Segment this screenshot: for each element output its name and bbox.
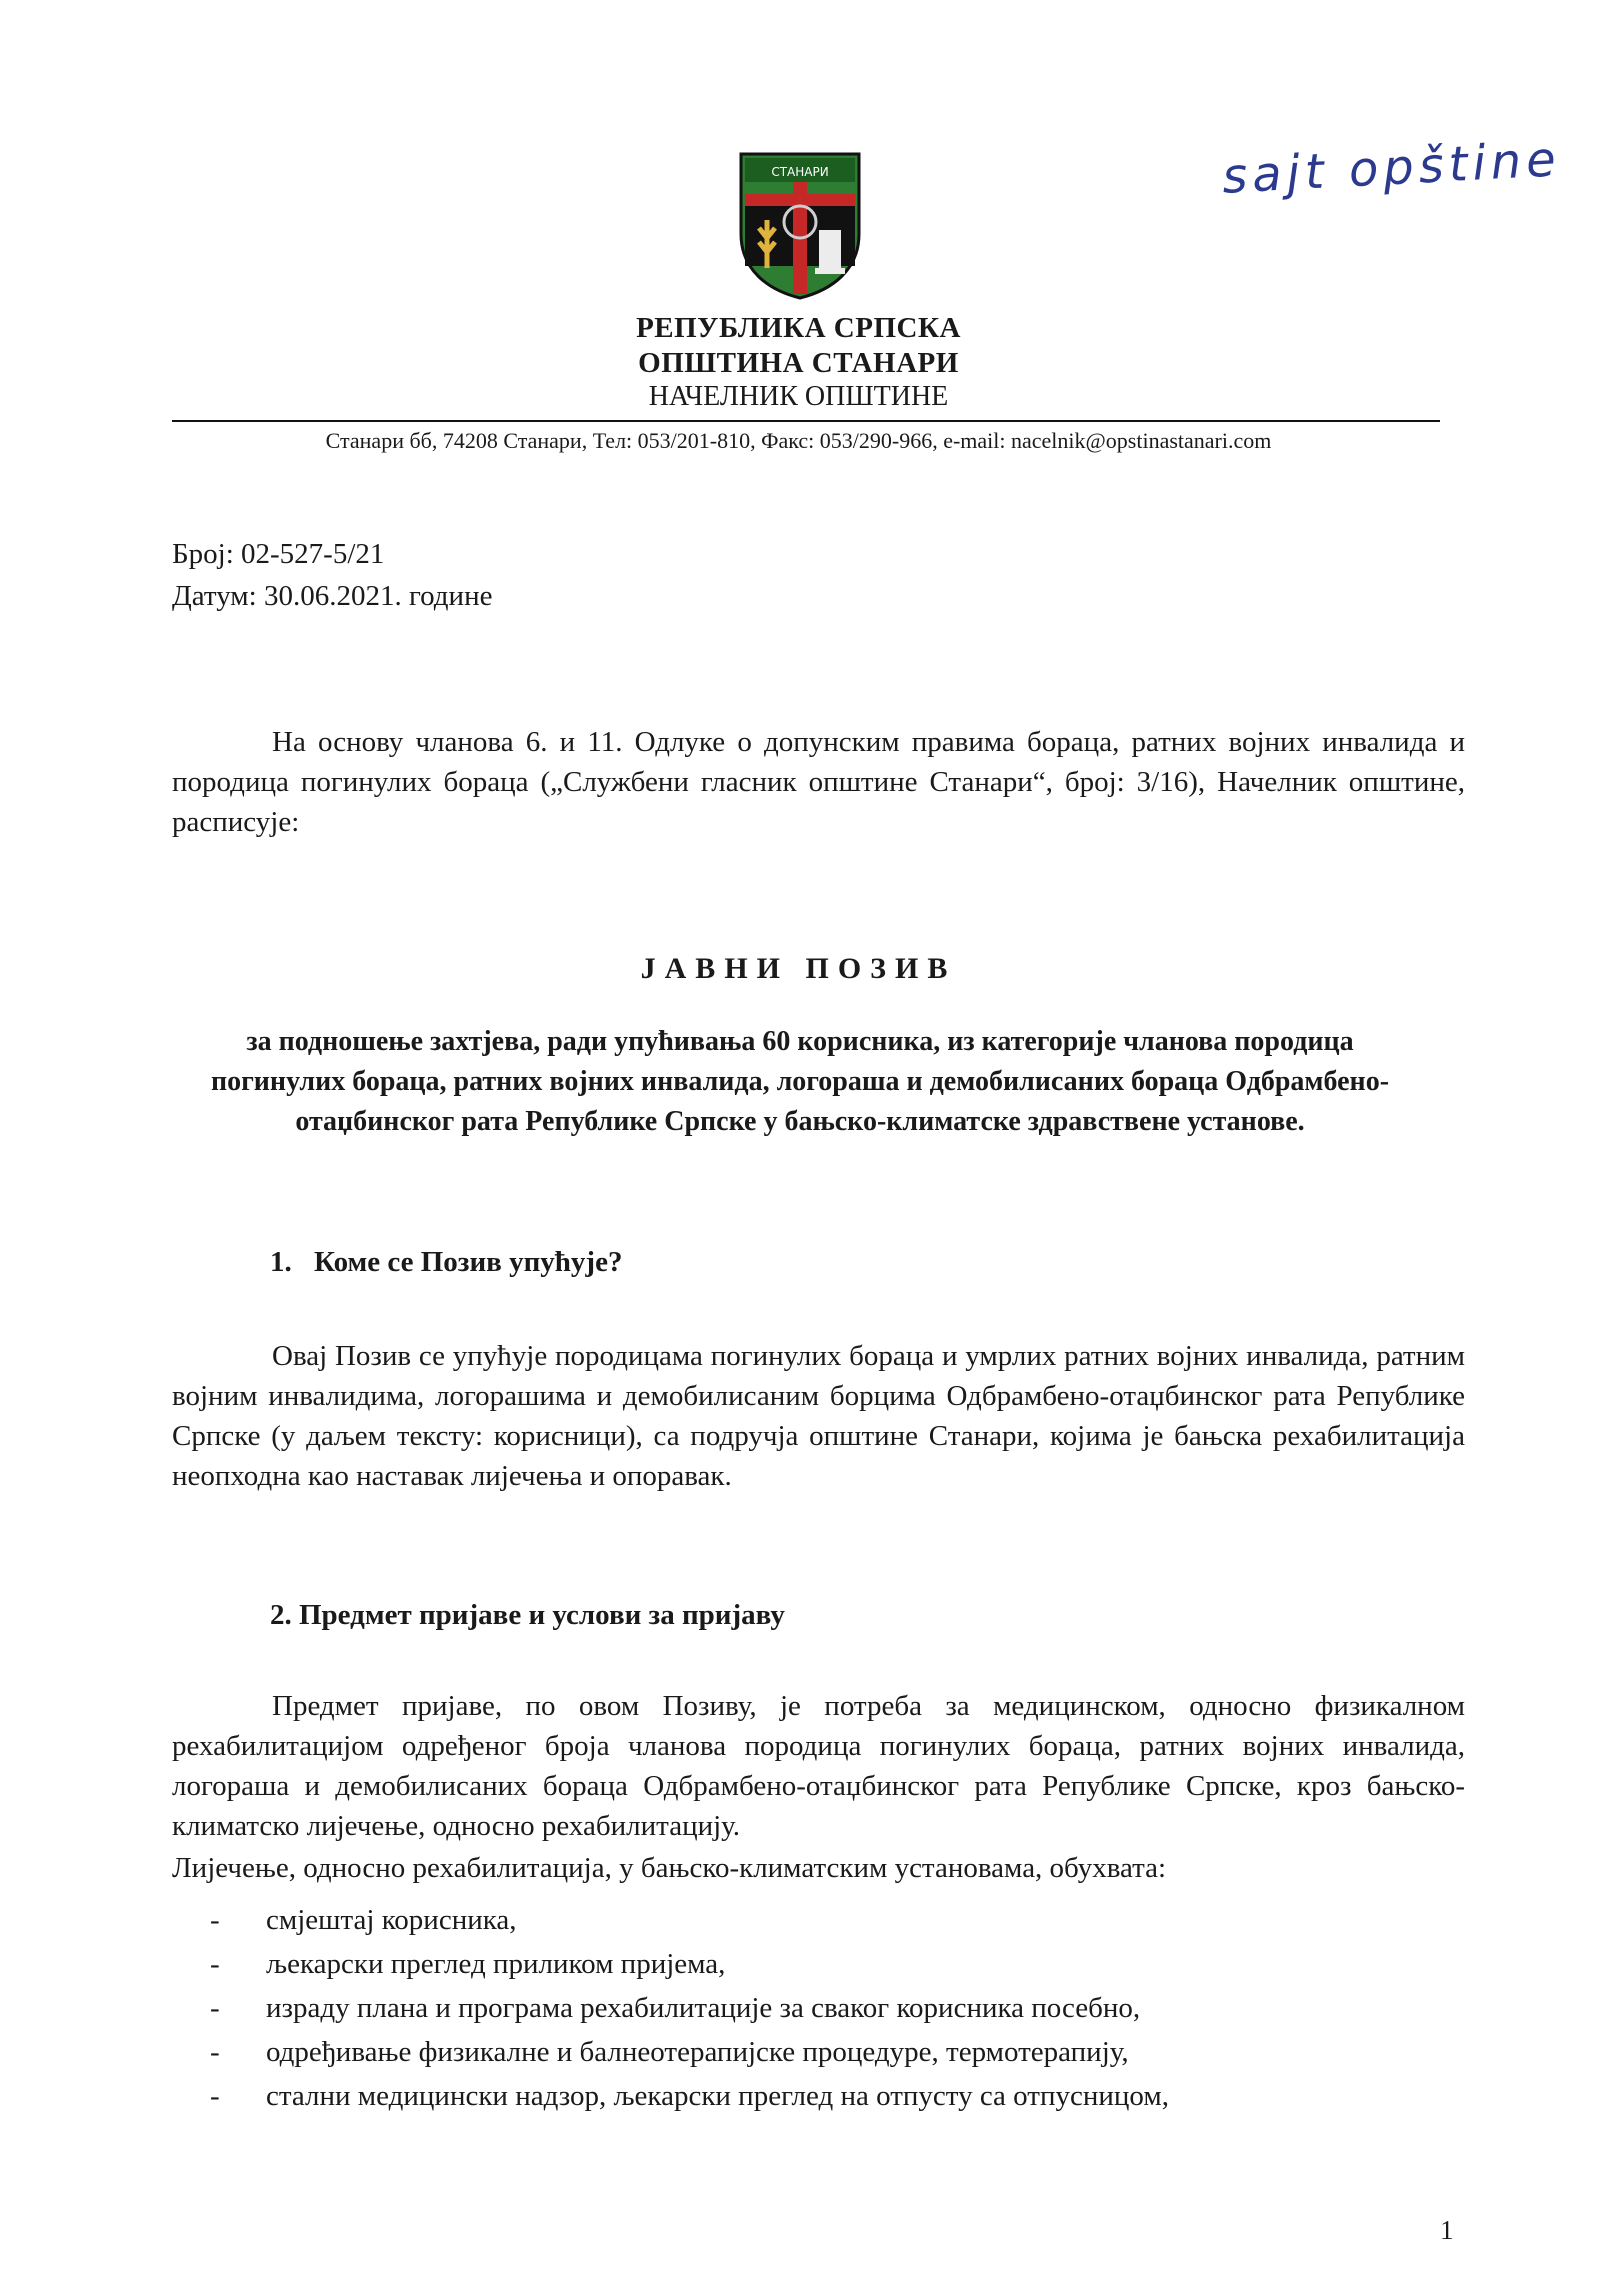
list-item: - израду плана и програма рехабилитације за сваког корисника посебно, bbox=[210, 1992, 1141, 2024]
section-2-heading: 2. Предмет пријаве и услови за пријаву bbox=[270, 1599, 785, 1631]
document-title: ЈАВНИ ПОЗИВ bbox=[640, 952, 957, 985]
header-republic: РЕПУБЛИКА СРПСКА bbox=[636, 312, 961, 344]
reference-date: Датум: 30.06.2021. године bbox=[172, 580, 493, 612]
section-1-number: 1. bbox=[270, 1246, 292, 1278]
intro-paragraph: На основу чланова 6. и 11. Одлуке о допунским правима бораца, ратних војних инвалида и породица погинулих бораца („Службени гласник општине Станари“, број: 3/16), Начелник општине, расписује: bbox=[172, 726, 1465, 838]
list-item: - љекарски преглед приликом пријема, bbox=[210, 1948, 726, 1980]
section-1-heading bbox=[270, 1246, 622, 1279]
section-2-list-lead: Лијечење, односно рехабилитација, у бањско-климатским установама, обухвата: bbox=[172, 1852, 1167, 1884]
list-item: - одређивање физикалне и балнеотерапијске процедуре, термотерапију, bbox=[210, 2036, 1129, 2068]
section-1-paragraph: Овај Позив се упућује породицама погинулих бораца и умрлих ратних војних инвалида, ратним војним инвалидима, логорашима и демобилисаним борцима Одбрамбено-отаџбинског рата Републике Српске (у даљем тексту: корисници), са подручја општине Станари, којима је бањска рехабилитација неопходна као наставак лијечења и опоравак. bbox=[172, 1340, 1465, 1492]
header-office: НАЧЕЛНИК ОПШТИНЕ bbox=[648, 381, 949, 412]
reference-number: Број: 02-527-5/21 bbox=[172, 538, 385, 570]
header-divider bbox=[172, 420, 1440, 422]
handwritten-note: sajt opštine bbox=[1220, 131, 1563, 205]
list-item: - смјештај корисника, bbox=[210, 1904, 517, 1936]
municipality-coat-of-arms bbox=[737, 150, 863, 300]
header-contact: Станари бб, 74208 Станари, Тел: 053/201-810, Факс: 053/290-966, e-mail: nacelnik@opstinastanari.com bbox=[325, 428, 1272, 453]
page-number: 1 bbox=[1440, 2215, 1454, 2245]
section-1-title: Коме се Позив упућује? bbox=[314, 1246, 623, 1278]
document-subtitle: за подношење захтјева, ради упућивања 60 корисника, из категорије чланова породица погинулих бораца, ратних војних инвалида, логораша и демобилисаних бораца Одбрамбено-отаџбинског рата Републике Српске у бањско-климатске здравствене установе. bbox=[210, 1026, 1390, 1137]
crest-banner-text: СТАНАРИ bbox=[771, 165, 829, 179]
treatment-list bbox=[210, 1898, 1169, 2118]
section-2-paragraph: Предмет пријаве, по овом Позиву, је потреба за медицинском, односно физикалном рехабилитацијом одређеног броја чланова породица погинулих бораца, ратних војних инвалида, логораша и демобилисаних бораца Одбрамбено-отаџбинског рата Републике Српске, кроз бањско-климатско лијечење, односно рехабилитацију. bbox=[172, 1690, 1465, 1842]
header-municipality: ОПШТИНА СТАНАРИ bbox=[638, 347, 959, 379]
list-item: - стални медицински надзор, љекарски преглед на отпусту са отпусницом, bbox=[210, 2080, 1169, 2112]
